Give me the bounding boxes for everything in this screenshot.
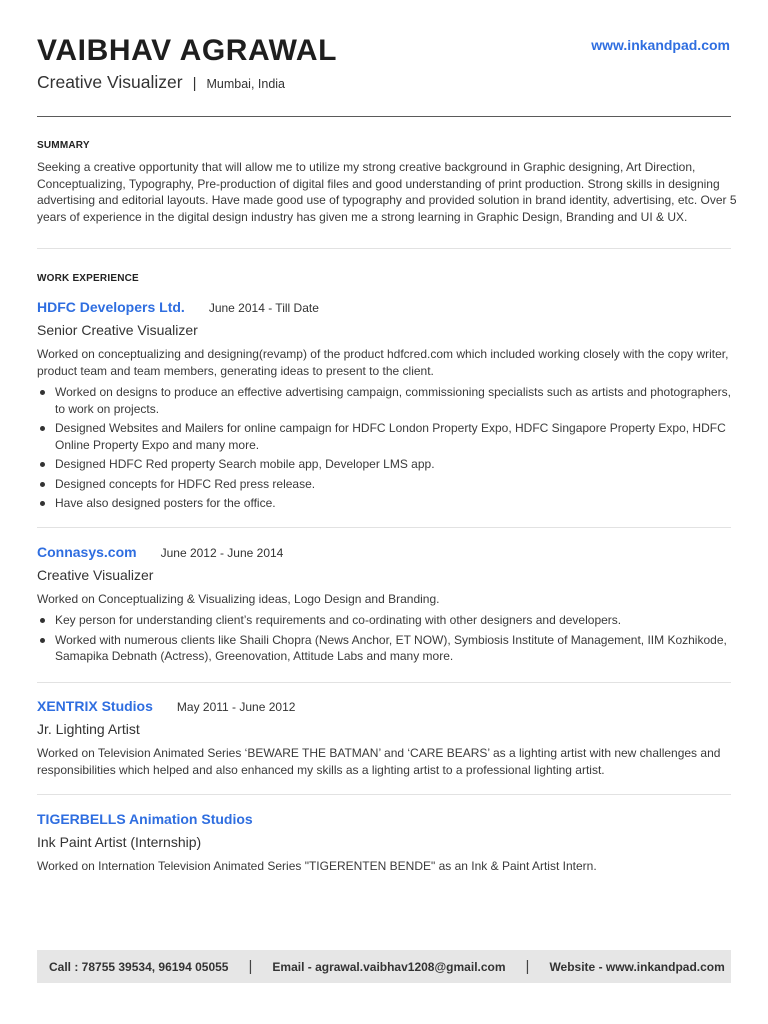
subtitle-separator: | (192, 75, 197, 92)
job-dates: May 2011 - June 2012 (176, 700, 296, 714)
job-title: Ink Paint Artist (Internship) (37, 834, 202, 850)
bullet-text: Designed HDFC Red property Search mobile app, Developer LMS app. (55, 457, 435, 471)
footer-separator: | (525, 958, 530, 975)
candidate-name: VAIBHAV AGRAWAL (37, 34, 338, 67)
job-header (37, 811, 253, 827)
bullet-text: Designed concepts for HDFC Red press release. (55, 476, 316, 491)
company-name[interactable]: TIGERBELLS Animation Studios (37, 811, 253, 827)
job-header (37, 698, 295, 714)
list-item (37, 612, 737, 629)
contact-footer (37, 950, 731, 983)
bullet-icon (40, 501, 45, 506)
bullet-text: Designed Websites and Mailers for online campaign for HDFC London Property Expo, HDFC Singapore Property Expo, HDFC Online Property Expo and many more. (55, 421, 726, 452)
job-bullet-list (37, 384, 737, 515)
job-description: Worked on conceptualizing and designing(revamp) of the product hdfcred.com which included working closely with the copy writer, product team and team members, generating ideas to present to the client. (37, 347, 729, 378)
subtitle-line (37, 72, 285, 93)
job-header (37, 299, 319, 315)
bullet-icon (40, 618, 45, 623)
website-link[interactable]: www.inkandpad.com (591, 37, 730, 53)
bullet-icon (40, 638, 45, 643)
footer-separator: | (248, 958, 253, 975)
summary-heading: SUMMARY (37, 140, 90, 151)
list-item (37, 476, 737, 493)
company-name[interactable]: HDFC Developers Ltd. (37, 299, 185, 315)
job-header (37, 544, 283, 560)
company-name[interactable]: XENTRIX Studios (37, 698, 153, 714)
list-item (37, 495, 737, 512)
list-item (37, 632, 737, 665)
job-title: Jr. Lighting Artist (37, 721, 140, 737)
email-address[interactable]: Email - agrawal.vaibhav1208@gmail.com (272, 959, 506, 974)
bullet-icon (40, 426, 45, 431)
job-bullet-list (37, 612, 737, 668)
job-description: Worked on Internation Television Animated Series "TIGERENTEN BENDE" as an Ink & Paint Artist Intern. (37, 859, 597, 873)
job-title: Creative Visualizer (37, 567, 154, 583)
header-divider (37, 116, 731, 117)
summary-text: Seeking a creative opportunity that will allow me to utilize my strong creative background in Graphic designing, Art Direction, Conceptualizing, Typography, Pre-production of digital files and good understanding of print production. Strong skills in designing advertising and editorial layouts. Have made good use of typography and provided solution in brand identity, advertising, etc. Over 5 years of experience in the digital design industry has given me a strong learning in Graphic Design, Branding and UI & UX. (37, 160, 737, 224)
bullet-icon (40, 390, 45, 395)
phone-numbers[interactable]: Call : 78755 39534, 96194 05055 (49, 959, 229, 974)
section-divider (37, 794, 731, 795)
job-title: Senior Creative Visualizer (37, 322, 198, 338)
section-divider (37, 527, 731, 528)
job-dates: June 2012 - June 2014 (160, 546, 284, 560)
candidate-role: Creative Visualizer (37, 72, 183, 92)
bullet-text: Worked on designs to produce an effective advertising campaign, commissioning specialists such as artists and photographers, to work on projects. (55, 385, 731, 416)
bullet-text: Have also designed posters for the office. (55, 496, 276, 510)
footer-website-link[interactable]: Website - www.inkandpad.com (549, 959, 725, 974)
bullet-icon (40, 482, 45, 487)
section-divider (37, 682, 731, 683)
list-item (37, 456, 737, 473)
section-divider (37, 248, 731, 249)
job-dates: June 2014 - Till Date (208, 301, 319, 315)
job-description: Worked on Conceptualizing & Visualizing ideas, Logo Design and Branding. (37, 592, 440, 606)
candidate-location: Mumbai, India (206, 77, 285, 91)
list-item (37, 420, 737, 453)
company-name[interactable]: Connasys.com (37, 544, 137, 560)
bullet-icon (40, 462, 45, 467)
job-description: Worked on Television Animated Series ‘BEWARE THE BATMAN’ and ‘CARE BEARS’ as a lighting artist with new challenges and responsibilities which helped and also enhanced my skills as a lighting artist to a professional lighting artist. (37, 746, 721, 777)
list-item (37, 384, 737, 417)
bullet-text: Key person for understanding client’s requirements and co-ordinating with other designers and developers. (55, 613, 622, 627)
work-experience-heading: WORK EXPERIENCE (37, 273, 139, 284)
bullet-text: Worked with numerous clients like Shaili Chopra (News Anchor, ET NOW), Symbiosis Institute of Management, IIM Kozhikode, Samapika Debnath (Actress), Greenovation, Attitude Labs and many more. (55, 632, 727, 663)
